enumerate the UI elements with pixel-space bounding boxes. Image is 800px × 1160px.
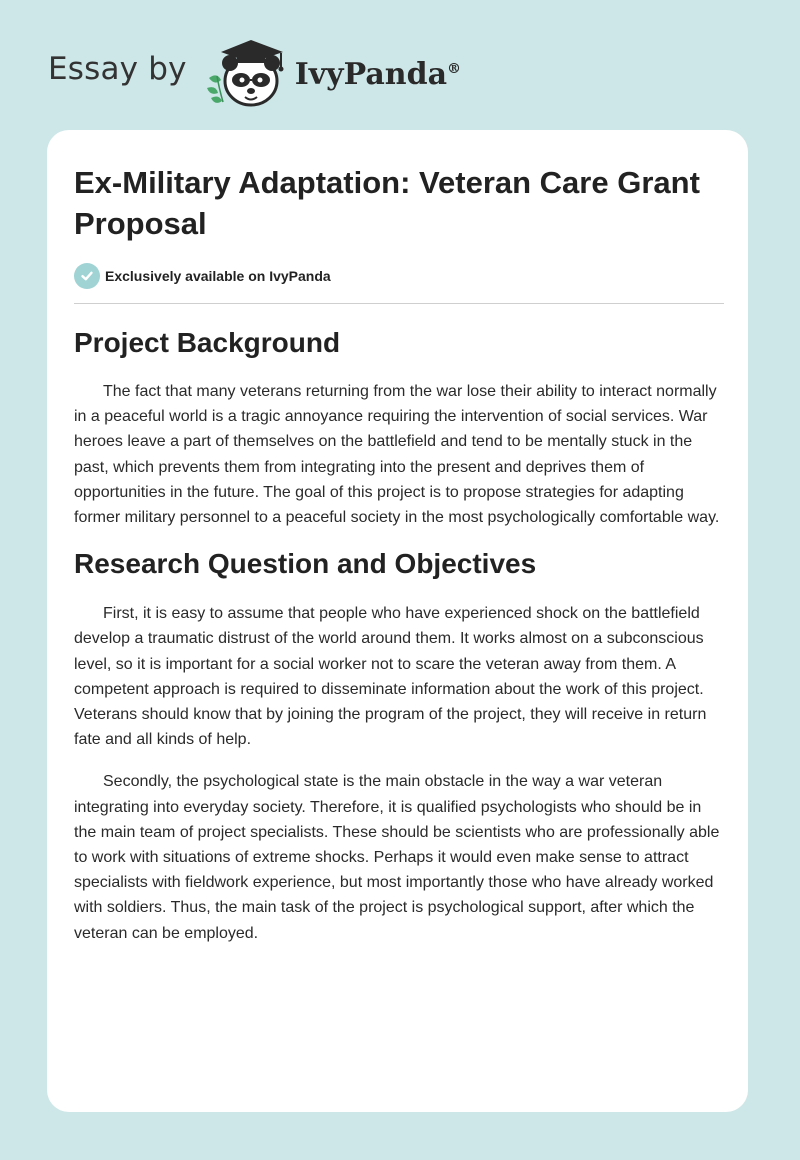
registered-mark: ® xyxy=(447,60,462,77)
site-header xyxy=(48,36,461,110)
divider xyxy=(74,303,724,304)
panda-graduate-icon[interactable] xyxy=(201,36,293,110)
exclusive-text: Exclusively available on IvyPanda xyxy=(105,268,331,284)
brand-text: IvyPanda xyxy=(294,56,448,92)
paragraph: The fact that many veterans returning from the war lose their ability to interact normally in a peaceful world is a tragic annoyance requiring the intervention of social services. War heroes leave a part of themselves on the battlefield and tend to be mentally stuck in the past, which prevents them from integrating into the present and deprives them of opportunities in the future. The goal of this project is to propose strategies for adapting former military personnel to a peaceful society in the most psychologically comfortable way. xyxy=(74,383,720,527)
essay-title: Ex-Military Adaptation: Veteran Care Grant Proposal xyxy=(74,165,700,241)
section-heading: Project Background xyxy=(74,327,341,358)
ivy-leaf-icon xyxy=(207,75,223,102)
exclusive-badge xyxy=(74,262,724,290)
check-icon xyxy=(74,263,100,289)
essay-card xyxy=(47,130,748,1112)
essay-content xyxy=(74,162,724,946)
brand-name[interactable] xyxy=(295,57,461,92)
paragraph: Secondly, the psychological state is the main obstacle in the way a war veteran integrating into everyday society. Therefore, it is qualified psychologists who should be in the main team of project specialists. These should be scientists who are professionally able to work with situations of extreme shocks. Perhaps it would even make sense to attract specialists with fieldwork experience, but most importantly those who have already worked with soldiers. Thus, the main task of the project is psychological support, after which the veteran can be employed. xyxy=(74,773,720,942)
paragraph: First, it is easy to assume that people who have experienced shock on the battlefield develop a traumatic distrust of the world around them. It works almost on a subconscious level, so it is important for a social worker not to scare the veteran away from them. A competent approach is required to disseminate information about the work of this project. Veterans should know that by joining the program of the project, they will receive in return fate and all kinds of help. xyxy=(74,605,707,749)
section-heading: Research Question and Objectives xyxy=(74,548,537,580)
essay-by-label: Essay by xyxy=(48,51,187,87)
